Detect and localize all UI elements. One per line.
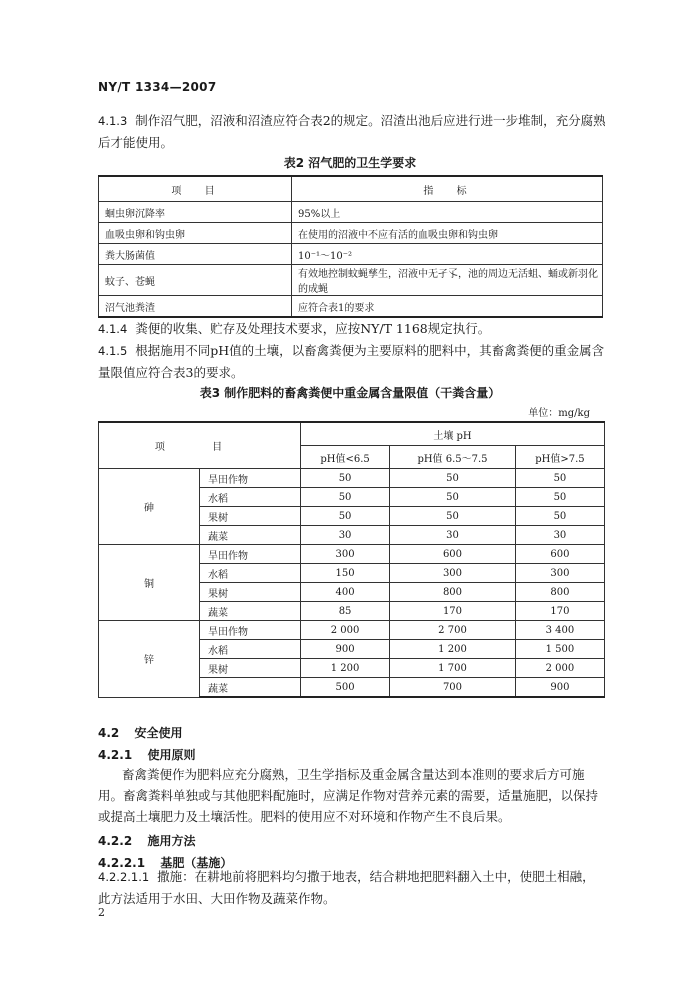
table-row bbox=[99, 265, 603, 296]
table-cell: 1 700 bbox=[390, 659, 516, 678]
page-number: 2 bbox=[98, 906, 105, 919]
table-cell: 果树 bbox=[200, 659, 301, 678]
section-4-2-1-text: 畜禽粪便作为肥料应充分腐熟，卫生学指标及重金属含量达到本准则的要求后方可施用。畜禽粪料单独或与其他肥料配施时，应满足作物对营养元素的需要，适量施肥，以保持或提高土壤肥力及土壤活性。肥料的使用应不对环境和作物产生不良后果。 bbox=[98, 767, 599, 824]
table-cell: 900 bbox=[515, 678, 604, 698]
table-row bbox=[99, 621, 605, 640]
table3-col-item: 项 目 bbox=[99, 422, 301, 469]
table2-col-indicator: 指 标 bbox=[292, 176, 603, 202]
table-cell: 1 500 bbox=[515, 640, 604, 659]
table2-header-row bbox=[99, 176, 603, 202]
table-cell: 旱田作物 bbox=[200, 621, 301, 640]
table-cell: 50 bbox=[301, 469, 390, 488]
table-cell: 在使用的沼液中不应有活的血吸虫卵和钩虫卵 bbox=[292, 223, 603, 244]
table-cell: 700 bbox=[390, 678, 516, 698]
table-cell: 2 000 bbox=[301, 621, 390, 640]
table-cell: 800 bbox=[390, 583, 516, 602]
clause-number: 4.1.4 bbox=[98, 322, 128, 336]
table-cell: 50 bbox=[390, 488, 516, 507]
table-cell: 30 bbox=[390, 526, 516, 545]
table-cell: 1 200 bbox=[390, 640, 516, 659]
clause-number: 4.1.5 bbox=[98, 344, 128, 358]
table-cell: 50 bbox=[390, 469, 516, 488]
table-cell: 50 bbox=[301, 507, 390, 526]
table-row bbox=[99, 244, 603, 265]
metal-zinc: 锌 bbox=[99, 621, 200, 698]
table-row bbox=[99, 545, 605, 564]
section-number: 4.2.1 bbox=[98, 748, 133, 762]
clause-4-1-5 bbox=[98, 340, 606, 383]
clause-text: 粪便的收集、贮存及处理技术要求，应按NY/T 1168规定执行。 bbox=[135, 321, 491, 336]
metal-arsenic: 砷 bbox=[99, 469, 200, 545]
table-cell: 旱田作物 bbox=[200, 469, 301, 488]
table-cell: 蔬菜 bbox=[200, 526, 301, 545]
clause-4-2-2-1-1 bbox=[98, 866, 606, 909]
table-cell: 水稻 bbox=[200, 564, 301, 583]
table2-caption: 表2 沼气肥的卫生学要求 bbox=[283, 156, 417, 170]
clause-text: 制作沼气肥，沼液和沼渣应符合表2的规定。沼渣出池后应进行进一步堆制，充分腐熟后才能使用。 bbox=[98, 113, 606, 150]
table-cell: 沼气池粪渣 bbox=[99, 296, 292, 318]
table-cell: 蔬菜 bbox=[200, 678, 301, 698]
table-cell: 600 bbox=[515, 545, 604, 564]
table-cell: 2 700 bbox=[390, 621, 516, 640]
section-4-2-heading bbox=[98, 722, 183, 741]
table-cell: 85 bbox=[301, 602, 390, 621]
table3-unit: 单位：mg/kg bbox=[528, 408, 590, 419]
table-cell: 有效地控制蚊蝇孳生，沼液中无孑孓，池的周边无活蛆、蛹或新羽化的成蝇 bbox=[292, 265, 603, 296]
table-row bbox=[99, 296, 603, 318]
clause-4-1-3 bbox=[98, 110, 606, 153]
table3-col-ph-low: pH值<6.5 bbox=[301, 446, 390, 469]
table-row bbox=[99, 469, 605, 488]
clause-text: 撒施：在耕地前将肥料均匀撒于地表，结合耕地把肥料翻入土中，使肥土相融，此方法适用于水田、大田作物及蔬菜作物。 bbox=[98, 869, 595, 906]
table-row bbox=[99, 202, 603, 223]
table-cell: 10⁻¹～10⁻² bbox=[292, 244, 603, 265]
standard-number: NY/T 1334—2007 bbox=[98, 80, 217, 94]
table-cell: 30 bbox=[301, 526, 390, 545]
table-cell: 蚊子、苍蝇 bbox=[99, 265, 292, 296]
table3-col-ph-high: pH值>7.5 bbox=[515, 446, 604, 469]
table-cell: 水稻 bbox=[200, 640, 301, 659]
table-cell: 50 bbox=[301, 488, 390, 507]
section-title: 安全使用 bbox=[134, 726, 183, 740]
table-cell: 300 bbox=[390, 564, 516, 583]
table-cell: 1 200 bbox=[301, 659, 390, 678]
table-cell: 95%以上 bbox=[292, 202, 603, 223]
table3-col-ph-mid: pH值 6.5～7.5 bbox=[390, 446, 516, 469]
table-cell: 170 bbox=[390, 602, 516, 621]
table-cell: 30 bbox=[515, 526, 604, 545]
clause-text: 根据施用不同pH值的土壤，以畜禽粪便为主要原料的肥料中，其畜禽粪便的重金属含量限值应符合表3的要求。 bbox=[98, 343, 605, 380]
section-title: 基肥（基施） bbox=[160, 856, 233, 870]
section-number: 4.2.2.1 bbox=[98, 856, 146, 870]
section-title: 施用方法 bbox=[147, 834, 196, 848]
table-cell: 50 bbox=[515, 469, 604, 488]
table-cell: 蔬菜 bbox=[200, 602, 301, 621]
table-cell: 果树 bbox=[200, 583, 301, 602]
table-cell: 900 bbox=[301, 640, 390, 659]
metal-copper: 铜 bbox=[99, 545, 200, 621]
table-cell: 400 bbox=[301, 583, 390, 602]
table2-hygiene-requirements bbox=[98, 175, 603, 318]
table-cell: 果树 bbox=[200, 507, 301, 526]
table3-header-row bbox=[99, 422, 605, 446]
table-cell: 500 bbox=[301, 678, 390, 698]
table3-col-soil-ph: 土壤 pH bbox=[301, 422, 605, 446]
table-cell: 2 000 bbox=[515, 659, 604, 678]
section-4-2-2-heading bbox=[98, 830, 195, 849]
table-cell: 旱田作物 bbox=[200, 545, 301, 564]
table3-caption: 表3 制作肥料的畜禽粪便中重金属含量限值（干粪含量） bbox=[199, 386, 501, 400]
table-cell: 50 bbox=[515, 488, 604, 507]
clause-4-1-4 bbox=[98, 318, 606, 340]
section-title: 使用原则 bbox=[147, 748, 196, 762]
table-cell: 300 bbox=[301, 545, 390, 564]
table-cell: 50 bbox=[390, 507, 516, 526]
table-cell: 血吸虫卵和钩虫卵 bbox=[99, 223, 292, 244]
table2-col-item: 项 目 bbox=[99, 176, 292, 202]
table-row bbox=[99, 223, 603, 244]
table-cell: 300 bbox=[515, 564, 604, 583]
section-4-2-1-heading bbox=[98, 744, 195, 763]
table-cell: 150 bbox=[301, 564, 390, 583]
table-cell: 水稻 bbox=[200, 488, 301, 507]
table-cell: 蛔虫卵沉降率 bbox=[99, 202, 292, 223]
section-number: 4.2 bbox=[98, 726, 120, 740]
table-cell: 170 bbox=[515, 602, 604, 621]
table-cell: 800 bbox=[515, 583, 604, 602]
table-cell: 50 bbox=[515, 507, 604, 526]
table-cell: 3 400 bbox=[515, 621, 604, 640]
clause-number: 4.1.3 bbox=[98, 114, 128, 128]
table3-heavy-metal-limits bbox=[98, 421, 605, 698]
section-number: 4.2.2 bbox=[98, 834, 133, 848]
clause-number: 4.2.2.1.1 bbox=[98, 870, 150, 884]
table-cell: 应符合表1的要求 bbox=[292, 296, 603, 318]
table-cell: 粪大肠菌值 bbox=[99, 244, 292, 265]
table-cell: 600 bbox=[390, 545, 516, 564]
